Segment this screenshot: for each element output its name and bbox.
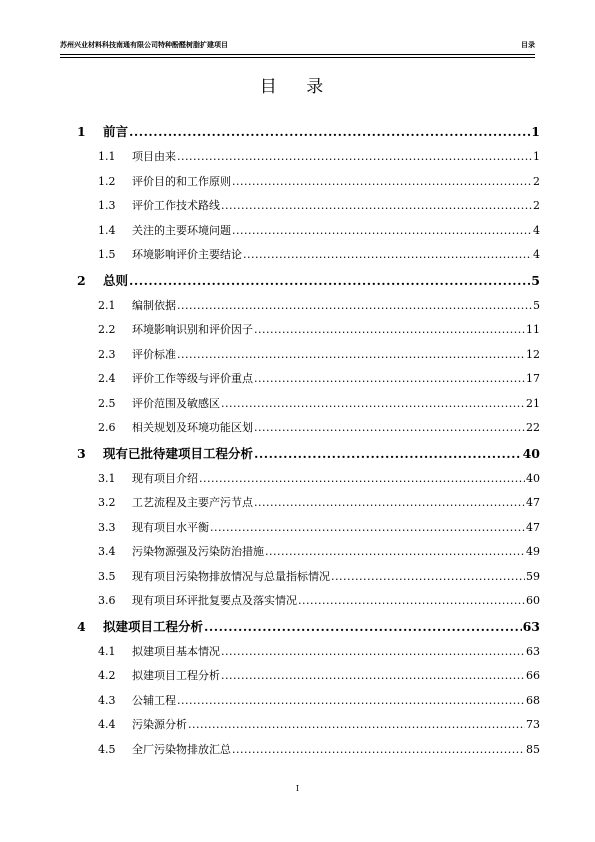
toc-entry-title: 工艺流程及主要产污节点 [132,496,253,509]
toc-entry-page: 40 [526,471,540,485]
toc-entry-number: 2.4 [98,372,116,385]
toc-entry-number: 1.5 [98,248,116,261]
page-title: 目 录 [259,77,336,97]
toc-section-entry[interactable] [77,519,540,544]
toc-dot-leader [177,348,525,361]
toc-dot-leader [177,150,532,163]
toc-entry-title: 现有项目水平衡 [132,520,209,534]
toc-section-entry[interactable] [77,716,540,741]
toc-entry-page: 4 [533,248,540,261]
toc-entry-page: 12 [526,347,540,361]
toc-entry-page: 40 [522,445,540,461]
toc-entry-page: 21 [526,396,540,410]
toc-chapter-entry[interactable] [77,122,540,148]
toc-entry-title: 评价工作等级与评价重点 [132,372,253,385]
toc-dot-leader [254,372,525,385]
toc-dot-leader [254,323,525,336]
toc-dot-leader [243,248,532,261]
toc-dot-leader [331,570,525,583]
toc-dot-leader [254,496,525,509]
toc-entry-number: 1.2 [98,174,116,188]
toc-entry-page: 5 [531,272,540,288]
toc-entry-page: 47 [526,520,540,534]
toc-entry-title: 评价工作技术路线 [132,199,220,212]
toc-entry-title: 前言 [103,124,129,139]
toc-section-entry[interactable] [77,643,540,668]
toc-entry-page: 1 [533,150,540,163]
toc-section-entry[interactable] [77,494,540,519]
toc-dot-leader [129,273,530,288]
toc-chapter-entry[interactable] [77,617,540,643]
toc-entry-title: 评价标准 [132,347,176,361]
toc-entry-number: 1 [77,124,86,139]
toc-entry-page: 63 [526,644,540,658]
toc-entry-page: 85 [526,742,540,756]
toc-dot-leader [188,718,525,731]
toc-section-entry[interactable] [77,568,540,593]
toc-entry-title: 现有项目污染物排放情况与总量指标情况 [132,569,330,583]
toc-section-entry[interactable] [77,148,540,173]
toc-entry-number: 3.1 [98,471,116,485]
toc-entry-number: 2 [77,272,86,288]
toc-dot-leader [232,175,532,188]
toc-entry-title: 全厂污染物排放汇总 [132,742,231,756]
page-header [60,40,535,54]
toc-entry-title: 相关规划及环境功能区划 [132,421,253,434]
toc-entry-title: 评价范围及敏感区 [132,396,220,410]
toc-dot-leader [298,594,525,607]
toc-entry-title: 污染物源强及污染防治措施 [132,545,264,558]
toc-dot-leader [254,421,525,434]
toc-dot-leader [199,472,525,485]
toc-entry-page: 4 [533,223,540,237]
toc-entry-title: 总则 [103,272,129,288]
toc-entry-title: 拟建项目工程分析 [103,618,204,634]
toc-dot-leader [204,619,522,634]
toc-entry-number: 3.4 [98,545,116,558]
toc-entry-title: 现有项目介绍 [132,471,198,485]
toc-entry-title: 现有项目环评批复要点及落实情况 [132,594,297,607]
toc-dot-leader [254,446,522,461]
toc-section-entry[interactable] [77,222,540,247]
table-of-contents [77,122,540,765]
toc-dot-leader [221,669,525,682]
toc-section-entry[interactable] [77,321,540,346]
toc-section-entry[interactable] [77,395,540,420]
toc-section-entry[interactable] [77,667,540,692]
toc-entry-page: 2 [533,199,540,212]
toc-chapter-entry[interactable] [77,444,540,470]
toc-entry-number: 3.5 [98,569,116,583]
toc-entry-number: 1.3 [98,199,116,212]
toc-entry-title: 拟建项目基本情况 [132,644,220,658]
toc-entry-title: 公辅工程 [132,693,176,707]
toc-entry-page: 5 [533,298,540,312]
toc-entry-page: 49 [526,545,540,558]
toc-entry-title: 污染源分析 [132,718,187,731]
toc-dot-leader [221,397,525,410]
toc-entry-number: 4 [77,618,86,634]
toc-entry-number: 4.3 [98,693,116,707]
toc-entry-title: 项目由来 [132,150,176,163]
toc-dot-leader [129,124,530,139]
toc-dot-leader [177,694,525,707]
toc-dot-leader [177,299,532,312]
toc-entry-title: 评价目的和工作原则 [132,174,231,188]
toc-entry-page: 60 [526,594,540,607]
toc-entry-title: 环境影响评价主要结论 [132,248,242,261]
toc-entry-page: 73 [526,718,540,731]
toc-entry-number: 2.2 [98,323,116,336]
toc-dot-leader [232,224,532,237]
toc-entry-page: 2 [533,174,540,188]
header-rule [60,54,535,58]
toc-entry-page: 17 [526,372,540,385]
toc-section-entry[interactable] [77,297,540,322]
toc-dot-leader [232,743,525,756]
toc-entry-number: 2.1 [98,298,116,312]
toc-entry-number: 1.1 [98,150,116,163]
toc-section-entry[interactable] [77,173,540,198]
toc-chapter-entry[interactable] [77,271,540,297]
header-section-name: 目录 [521,40,535,49]
toc-section-entry[interactable] [77,741,540,766]
toc-entry-number: 2.6 [98,421,116,434]
toc-entry-number: 1.4 [98,223,116,237]
toc-section-entry[interactable] [77,692,540,717]
toc-entry-number: 3 [77,445,86,461]
toc-entry-number: 3.3 [98,520,116,534]
toc-entry-title: 编制依据 [132,298,176,312]
toc-entry-title: 环境影响识别和评价因子 [132,323,253,336]
toc-section-entry[interactable] [77,246,540,271]
toc-entry-number: 2.5 [98,396,116,410]
header-project-name: 苏州兴业材料科技南通有限公司特种酚醛树脂扩建项目 [60,40,228,49]
toc-section-entry[interactable] [77,592,540,617]
toc-section-entry[interactable] [77,470,540,495]
toc-entry-page: 1 [531,124,540,139]
toc-section-entry[interactable] [77,543,540,568]
toc-section-entry[interactable] [77,370,540,395]
toc-entry-page: 66 [526,669,540,682]
toc-entry-title: 拟建项目工程分析 [132,669,220,682]
toc-section-entry[interactable] [77,346,540,371]
toc-entry-page: 59 [526,569,540,583]
toc-entry-number: 2.3 [98,347,116,361]
toc-entry-number: 3.6 [98,594,116,607]
toc-entry-page: 47 [526,496,540,509]
toc-section-entry[interactable] [77,197,540,222]
toc-section-entry[interactable] [77,419,540,444]
toc-entry-page: 63 [522,618,540,634]
toc-entry-title: 现有已批待建项目工程分析 [103,445,254,461]
page-number: I [295,784,300,793]
toc-entry-page: 68 [526,693,540,707]
toc-entry-number: 3.2 [98,496,116,509]
toc-entry-number: 4.2 [98,669,116,682]
toc-dot-leader [210,521,525,534]
toc-dot-leader [221,199,532,212]
toc-entry-number: 4.4 [98,718,116,731]
toc-dot-leader [265,545,525,558]
toc-entry-number: 4.1 [98,644,116,658]
toc-entry-page: 11 [526,323,540,336]
toc-dot-leader [221,645,525,658]
toc-entry-title: 关注的主要环境问题 [132,223,231,237]
toc-entry-number: 4.5 [98,742,116,756]
toc-entry-page: 22 [526,421,540,434]
